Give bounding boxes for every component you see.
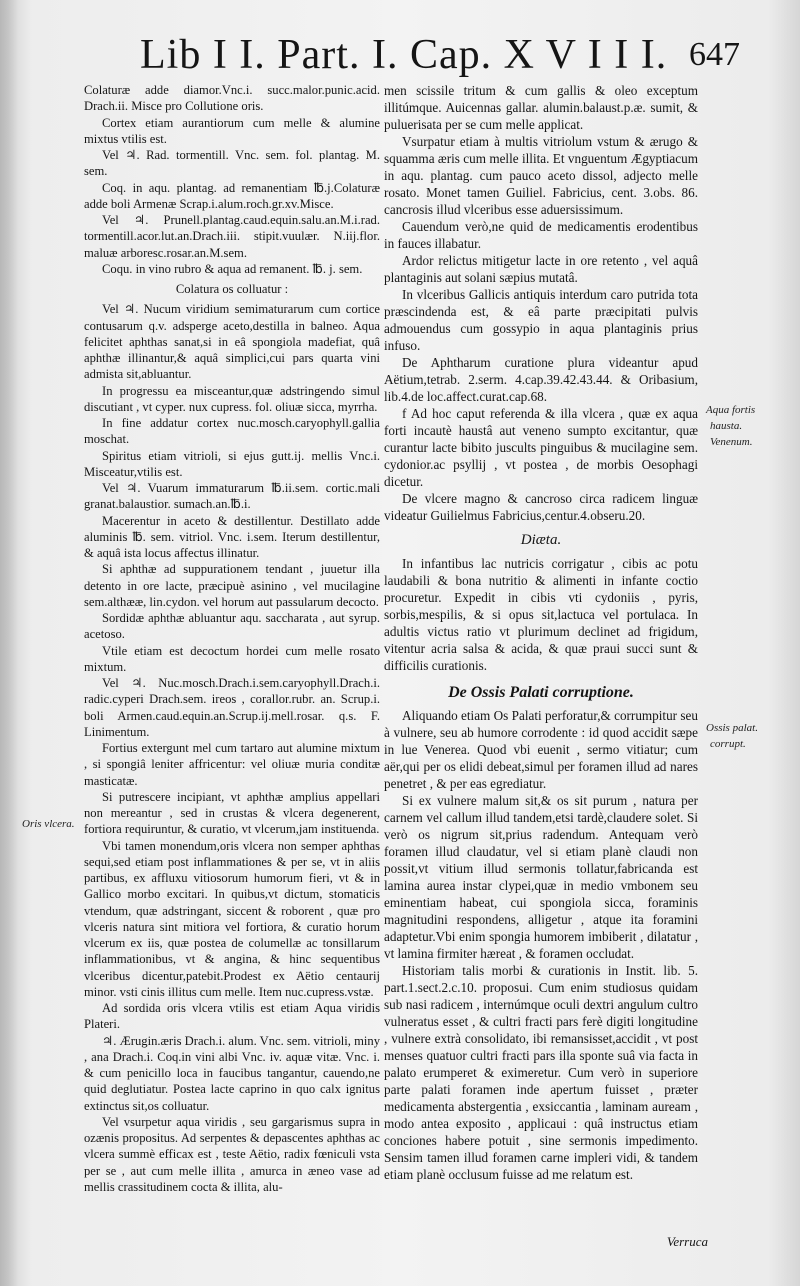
margin-note-oris-vlcera: Oris vlcera.: [22, 818, 75, 830]
paragraph: In progressu ea misceantur,quæ adstringendo simul discutiant , vt cyper. nux cupress. fol. oliuæ sicca, myrrha.: [84, 383, 380, 414]
margin-note-ossis-palat: Ossis palat.: [706, 722, 758, 734]
paragraph: Vel ♃. Rad. tormentill. Vnc. sem. fol. plantag. M. sem.: [84, 148, 380, 179]
paragraph: Vbi tamen monendum,oris vlcera non semper aphthas sequi,sed etiam post inflammationes & per se, vt in aliis partibus, ex affluxu vitiosorum humorum fieri, vt & in Gallico morbo excitari. In quibus,vt dictum, stomaticis vtendum, quæ adstringant, siccent & roborent , quæ pro vlceris natura sint mitiora vel fortiora, & curatio horum vlcerum ex iis, quæ postea de columellæ ac tonsillarum inflammationibus, vt & angina, & hinc sequentibus vlceribus dicentur,patebit.Prodest ex Aëtio centaurij minor. vsti cinis illitus cum melle. Item nuc.cupress.vstæ.: [84, 838, 380, 999]
running-title: Lib I I. Part. I. Cap. X V I I I.: [140, 32, 668, 78]
margin-note-aqua-fortis: Aqua fortis: [706, 404, 756, 416]
paragraph: Vel vsurpetur aqua viridis , seu gargarismus supra in ozænis propositus. Ad serpentes & depascentes aphthas ac vlcera summè efficax est , teste Aëtio, radix fœniculi vsta per se , aut cum melle illita , amurca in æneo vase ad mellis crassitudinem cocta & illita, alu-: [84, 1114, 380, 1194]
paragraph: Vel ♃. Vuarum immaturarum ℔.ii.sem. cortic.mali granat.balaustior. sumach.an.℔.i.: [84, 481, 380, 512]
paragraph: Coq. in aqu. plantag. ad remanentiam ℔.j.Colaturæ adde boli Armenæ Scrap.i.alum.roch.gr.xv.Misce.: [84, 180, 380, 211]
paragraph: Si aphthæ ad suppurationem tendant , juuetur illa detento in ore lacte, præcipuè asinino , vel mucilagine sem.althææ, lin.cydon. vel horum aut passularum decocto.: [84, 562, 380, 609]
page-number: 647: [689, 36, 740, 73]
paragraph: In infantibus lac nutricis corrigatur , cibis ac potu laudabili & bona nutritio & alimenti in infante coctio procuretur. Expedit in cibis vti cydoniis , pyris, sorbis,mespilis, & si opus sit,lactuca vel portulaca. In adultis victus ratio vt plurimum declinet ad frigidum, vitentur acria salsa & acida, & quæ praui succi sunt & difficilis curationis.: [384, 556, 698, 673]
page-header: [140, 28, 740, 82]
paragraph: In vlceribus Gallicis antiquis interdum caro putrida tota præscindenda est, & eâ parte præcipitati pulvis admouendus cum gossypio in aqua plantaginis prius infuso.: [384, 287, 698, 353]
paragraph: Vsurpatur etiam à multis vitriolum vstum & ærugo & squamma æris cum melle illita. Et vnguentum Ægyptiacum in aqu. plantag. cum pauco aceto dissol, adjecto melle rosato. Monet tamen Guiliel. Fabricius, cent. 3.obs. 86. cancrosis illud vlceribus esse aduersissimum.: [384, 134, 698, 217]
paragraph: Fortius extergunt mel cum tartaro aut alumine mixtum , si spongiâ leniter affricentur: vel oliuæ muria conditæ masticatæ.: [84, 741, 380, 788]
paragraph: Cortex etiam aurantiorum cum melle & alumine mixtus vtilis est.: [84, 115, 380, 146]
margin-note-venenum: Venenum.: [710, 436, 753, 448]
paragraph: Ardor relictus mitigetur lacte in ore retento , vel aquâ plantaginis aut solani sæpius mutatâ.: [384, 253, 698, 285]
section-heading: Diæta.: [520, 532, 562, 548]
paragraph: Vel ♃. Nuc.mosch.Drach.i.sem.caryophyll.Drach.i. radic.cyperi Drach.sem. ireos , corallor.rubr. an. Scrup.i. boli Armen.caud.equin.an.Scrup.ij.mell.rosar. q.s. F. Linimentum.: [84, 676, 380, 739]
paragraph: men scissile tritum & cum gallis & oleo exceptum illitúmque. Auicennas gallar. alumin.balaust.p.æ. sumit, & puluerisata per se cum melle applicat.: [384, 83, 698, 132]
paragraph: Colatura os colluatur :: [175, 282, 289, 296]
catchword: Verruca: [666, 1234, 708, 1249]
paragraph: ♃. Ærugin.æris Drach.i. alum. Vnc. sem. vitrioli, miny , ana Drach.i. Coq.in vini albi Vnc. iv. aquæ vitæ. Vnc. i. & cum penicillo loca in faucibus tangantur, cauendo,ne quid deglutiatur. Postea lacte caprino in quo calx ignitus extinctus sit,os colluatur.: [84, 1033, 380, 1113]
left-text-column: [84, 82, 380, 1195]
paragraph: Vel ♃. Nucum viridium semimaturarum cum cortice contusarum q.v. adsperge aceto,destilla in balneo. Aqua felicitet aphthas sanat,si in eâ spongiola madefiat, quâ aphthæ illinantur,& aquâ simplici,cui pars quarta vini admista sit,abluantur.: [84, 302, 380, 382]
paragraph: Macerentur in aceto & destillentur. Destillato adde aluminis ℔. sem. vitriol. Vnc. i.sem. Iterum destillentur, & aquâ ista locus affectus illinatur.: [84, 513, 380, 560]
paragraph: In fine addatur cortex nuc.mosch.caryophyll.gallia moschat.: [84, 416, 380, 447]
right-text-column: [384, 82, 698, 1183]
paragraph: Si putrescere incipiant, vt aphthæ amplius appellari non mereantur , sed in crustas & vlcera degenerent, fortiora requiruntur, & curatio, vt vlcerum,jam instituenda.: [84, 789, 380, 837]
paragraph: Colaturæ adde diamor.Vnc.i. succ.malor.punic.acid. Drach.ii. Misce pro Collutione oris.: [84, 83, 380, 114]
margin-note-corrupt: corrupt.: [710, 738, 746, 750]
paragraph: De Aphtharum curatione plura videantur apud Aëtium,tetrab. 2.serm. 4.cap.39.42.43.44. & Oribasium, lib.4.de loc.affect.curat.cap.68.: [384, 355, 698, 404]
paragraph: Vel ♃. Prunell.plantag.caud.equin.salu.an.M.i.rad. tormentill.acor.lut.an.Drach.iii. stipit.vuulær. N.iij.flor. maluæ arboresc.rosar.an.M.sem.: [84, 213, 380, 260]
paragraph: f Ad hoc caput referenda & illa vlcera , quæ ex aqua forti incautè haustâ aut veneno sumpto excitantur, quæ curantur lacte bibito juscults pinguibus & mucilagine sem. cydonior.ac psyllij , vt postea , de morbis Oesophagi dicetur.: [384, 406, 698, 489]
gutter-shadow: [0, 0, 18, 1286]
section-heading: De Ossis Palati corruptione.: [448, 684, 634, 701]
paragraph: Aliquando etiam Os Palati perforatur,& corrumpitur seu à vulnere, seu ab humore corrodente : id quod accidit sæpe in lue Venerea. Quod vbi euenit , sermo vitiatur; cum aër,qui per os elidi debeat,simul per foramen illud ad nares penetret , & per eas egrediatur.: [384, 708, 698, 791]
paragraph: Cauendum verò,ne quid de medicamentis erodentibus in fauces illabatur.: [384, 219, 698, 251]
paragraph: Sordidæ aphthæ abluantur aqu. saccharata , aut syrup. acetoso.: [84, 611, 380, 642]
paragraph: Si ex vulnere malum sit,& os sit purum , natura per carnem vel callum illud tandem,etsi tardè,claudere solet. Si verò os nigrum sit,prius radendum. Antequam verò foramen illud claudatur, vel si etiam planè claudi non possit,vt vitium illud sermonis tollatur,fabricanda est lamina aurea instar clypei,quæ in medio vmbonem seu eminentiam habeat, cui spongiola sicca, foraminis magnitudini respondens, alligetur , atque ita foramini adaptetur.Vbi enim spongia humorem imbiberit , dilatatur , vt lamina firmiter hæreat , & foramen occludat.: [384, 793, 698, 961]
margin-note-hausta: hausta.: [710, 420, 743, 432]
paragraph: Coqu. in vino rubro & aqua ad remanent. ℔. j. sem.: [102, 261, 363, 276]
paragraph: De vlcere magno & cancroso circa radicem linguæ videatur Guilielmus Fabricius,centur.4.obseru.20.: [384, 491, 698, 523]
paragraph: Historiam talis morbi & curationis in Instit. lib. 5. part.1.sect.2.c.10. proposui. Cum enim studiosus quidam sub nasi radicem , internúmque oculi dextri angulum cultro vulneratus esset , & cultri fracti pars ferè digiti longitudine , vulnere extrà consolidato, ibi remansisset,accidit , vt post menses quatuor cultri fracti pars illa sponte suâ via facta in palato erumperet & eximeretur. Cum verò in superiore parte palati foramen inde apertum fuisset , præter medicamenta abstergentia , exsiccantia , laminam auream , modo antea exposito , applicaui : quâ instructus etiam conciones habere potuit , sine sermonis impedimento. Sensim tamen illud foramen carne impleri vidi, & tandem etiam planè occlusum fuisse ad me relatum est.: [384, 963, 698, 1182]
paragraph: Spiritus etiam vitrioli, si ejus gutt.ij. mellis Vnc.i. Misceatur,vtilis est.: [84, 448, 380, 479]
paragraph: Vtile etiam est decoctum hordei cum melle rosato mixtum.: [84, 643, 380, 674]
paragraph: Ad sordida oris vlcera vtilis est etiam Aqua viridis Plateri.: [84, 1001, 380, 1032]
